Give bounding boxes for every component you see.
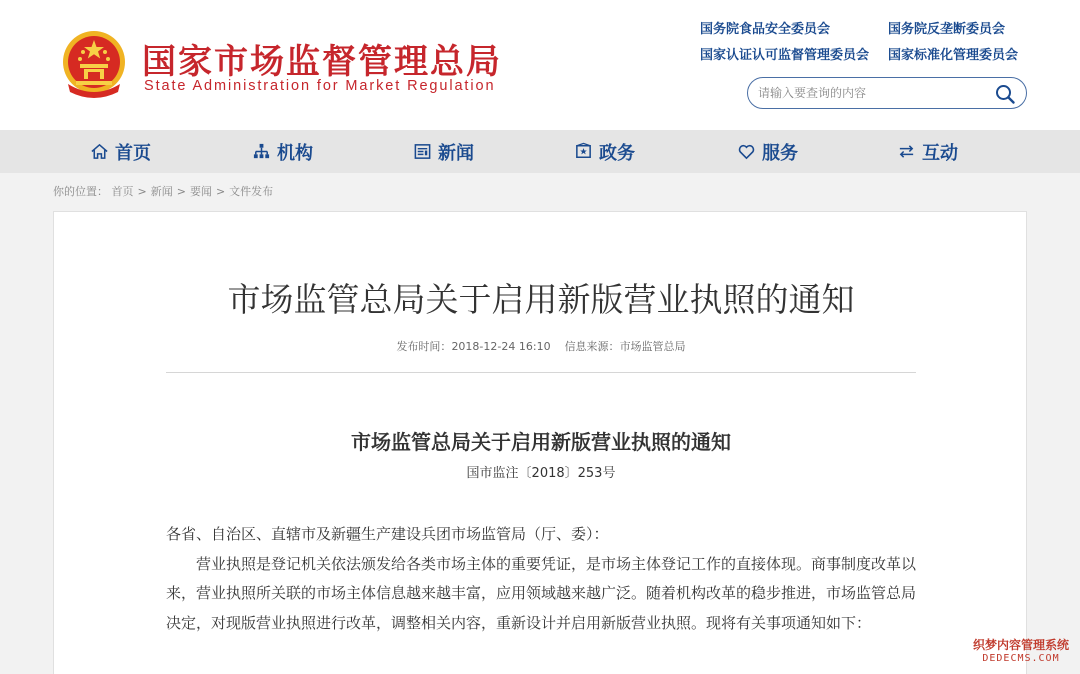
breadcrumb-home[interactable]: 首页 bbox=[111, 185, 134, 198]
nav-item-news[interactable] bbox=[413, 130, 474, 173]
nav-label-interaction: 互动 bbox=[922, 142, 958, 164]
home-icon bbox=[90, 142, 109, 161]
breadcrumb-prefix: 你的位置： bbox=[53, 185, 108, 198]
breadcrumb-news[interactable]: 新闻 bbox=[150, 185, 173, 198]
watermark-line1: 织梦内容管理系统 bbox=[972, 638, 1069, 652]
search-icon[interactable] bbox=[994, 83, 1016, 105]
nav-item-government[interactable] bbox=[574, 130, 635, 173]
body-paragraph: 营业执照是登记机关依法颁发给各类市场主体的重要凭证，是市场主体登记工作的直接体现。商事制度改革以来，营业执照所关联的市场主体信息越来越丰富，应用领域越来越广泛。随着机构改革的稳步推进，市场监管总局决定，对现版营业执照进行改革，调整相关内容，重新设计并启用新版营业执照。现将有关事项通知如下： bbox=[166, 554, 917, 632]
search-input[interactable] bbox=[758, 84, 988, 102]
site-title[interactable]: 国家市场监督管理总局 bbox=[142, 42, 502, 82]
nav-label-home: 首页 bbox=[115, 142, 151, 164]
link-anti-monopoly-committee[interactable]: 国务院反垄断委员会 bbox=[888, 22, 1006, 37]
search-box bbox=[747, 77, 1027, 109]
article-body bbox=[166, 520, 922, 638]
government-icon bbox=[574, 142, 593, 161]
source-value: 市场监管总局 bbox=[619, 340, 686, 353]
nav-label-institutions: 机构 bbox=[277, 142, 313, 164]
nav-item-interaction[interactable] bbox=[897, 130, 958, 173]
nav-label-news: 新闻 bbox=[438, 142, 474, 164]
breadcrumb-documents[interactable]: 文件发布 bbox=[229, 185, 274, 198]
site-subtitle: State Administration for Market Regulation bbox=[144, 78, 496, 94]
national-emblem-icon bbox=[58, 28, 130, 100]
document-number: 国市监注〔2018〕253号 bbox=[466, 466, 616, 481]
breadcrumb: 你的位置： 首页 > 新闻 > 要闻 > 文件发布 bbox=[53, 185, 274, 198]
nav-label-government: 政务 bbox=[599, 142, 635, 164]
nav-item-home[interactable] bbox=[90, 130, 151, 173]
article-card bbox=[53, 211, 1027, 674]
org-chart-icon bbox=[252, 142, 271, 161]
heart-icon bbox=[737, 142, 756, 161]
main-nav bbox=[0, 130, 1080, 173]
nav-item-services[interactable] bbox=[737, 130, 798, 173]
article-meta bbox=[54, 338, 1028, 354]
publish-time-label: 发布时间： bbox=[396, 340, 452, 353]
site-header bbox=[0, 0, 1080, 130]
swap-icon bbox=[897, 142, 916, 161]
article-title: 市场监管总局关于启用新版营业执照的通知 bbox=[227, 280, 855, 319]
document-title: 市场监管总局关于启用新版营业执照的通知 bbox=[351, 430, 731, 454]
title-divider bbox=[166, 372, 916, 373]
nav-label-services: 服务 bbox=[762, 142, 798, 164]
publish-time: 2018-12-24 16:10 bbox=[451, 340, 551, 353]
link-standardization-committee[interactable]: 国家标准化管理委员会 bbox=[888, 48, 1019, 63]
link-food-safety-committee[interactable]: 国务院食品安全委员会 bbox=[700, 22, 831, 37]
news-icon bbox=[413, 142, 432, 161]
nav-item-institutions[interactable] bbox=[252, 130, 313, 173]
source-label: 信息来源： bbox=[564, 340, 620, 353]
watermark-line2: DEDECMS.COM bbox=[982, 653, 1060, 664]
watermark bbox=[968, 636, 1074, 664]
salutation: 各省、自治区、直辖市及新疆生产建设兵团市场监管局（厅、委）： bbox=[166, 525, 609, 543]
breadcrumb-headlines[interactable]: 要闻 bbox=[189, 185, 212, 198]
link-certification-committee[interactable]: 国家认证认可监督管理委员会 bbox=[700, 48, 870, 63]
